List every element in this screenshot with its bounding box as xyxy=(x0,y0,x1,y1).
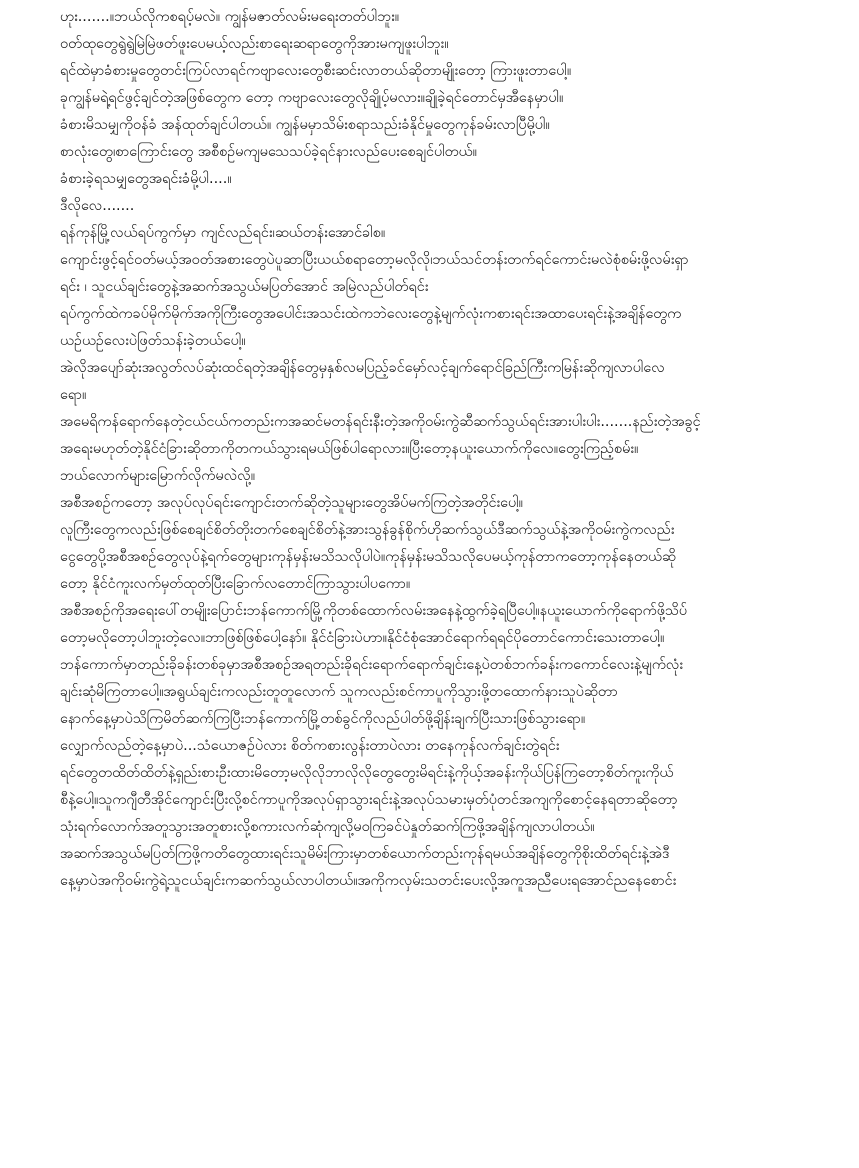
text-line: ငွေတွေပို့အစီအစဉ်တွေလုပ်နဲ့ရက်တွေများကုန်မှန်းမသိသလိုပါပဲ။ကုန်မှန်းမသိသလိုပေမယ့်ကုန်တာကတော့ကုန်နေတယ်ဆို xyxy=(60,549,676,565)
document-page xyxy=(60,4,820,895)
text-line: ဝတ်ထုတွေရွဲရွဲမြဲမြဲဖတ်ဖူးပေမယ့်လည်းစာရေးဆရာတွေကိုအားမကျဖူးပါဘူး။ xyxy=(60,36,449,52)
text-line: ခုကျွန်မရဲ့ရင်ဖွင့်ချင်တဲ့အဖြစ်တွေက တော့ ကဗျာလေးတွေလိုချိုပ့်မလား။ချိုခဲ့ရင်တောင်မှအီနေမှာပါ။ xyxy=(60,90,564,106)
text-line: ရပ်ကွက်ထဲကခပ်မိုက်မိုက်အကိုကြီးတွေအပေါင်းအသင်းထဲကဘဲလေးတွေနဲ့မျက်လုံးကစားရင်းအထာပေးရင်းနဲ့အချိန်တွေက xyxy=(60,306,682,322)
text-line: သုံးရက်လောက်အတူသွားအတူစားလို့စကားလက်ဆုံကျလို့မဝကြခင်ပဲနှုတ်ဆက်ကြဖို့အချိန်ကျလာပါတယ်။ xyxy=(60,819,595,835)
text-line: စီနဲ့ပေါ့။သူကဂျီတီအိုင်ကျောင်းပြီးလို့စင်ကာပူကိုအလုပ်ရှာသွားရင်းနဲ့အလုပ်သမားမှတ်ပုံတင်အကျကိုစောင့်နေရတာဆိုတော့ xyxy=(60,792,678,808)
text-line: အစီအစဉ်ကိုအရေးပေါ်တမျိုးပြောင်းဘန်ကောက်မြို့ကိုတစ်ထောက်လမ်းအနေနဲ့ထွက်ခဲ့ရပြီပေါ့။နယူးယောက်ကိုရောက်ဖို့သိပ် xyxy=(60,603,688,619)
text-line: ခံစားခဲ့ရသမျှတွေအရင်းခံမို့ပါ....။ xyxy=(60,171,232,187)
text-line: လူကြီးတွေကလည်းဖြစ်စေချင်စိတ်တိုးတက်စေချင်စိတ်နဲ့အားသွန်ခွန်စိုက်ဟိုဆက်သွယ်ဒီဆက်သွယ်နဲ့အကိုဝမ်းကွဲကလည်း xyxy=(60,522,675,538)
text-line: ဘယ်လောက်များမြောက်လိုက်မလဲလို့။ xyxy=(60,468,256,484)
text-line: ချင်းဆုံမိကြတာပေါ့။အရွယ်ချင်းကလည်းတူတူလောက် သူကလည်းစင်ကာပူကိုသွားဖို့တထောက်နားသူပဲဆိုတာ xyxy=(60,684,618,700)
text-line: စာလုံးတွေ၊စာကြောင်းတွေ အစီစဉ်မကျမသေသပ်ခဲ့ရင်နားလည်ပေးစေချင်ပါတယ်။ xyxy=(60,144,478,160)
text-line: အမေရိကန်ရောက်နေတဲ့ငယ်ငယ်ကတည်းကအဆင်မတန်ရင်းနီးတဲ့အကိုဝမ်းကွဲဆီဆက်သွယ်ရင်းအားပါးပါး.......နည်းတဲ့အခွင့် xyxy=(60,414,701,430)
text-line: ကျောင်းဖွင့်ရင်ဝတ်မယ့်အဝတ်အစားတွေပဲပူဆာပြီးယယ်စရာတော့မလိုလို၊ဘယ်သင်တန်းတက်ရင်ကောင်းမလဲစုံစမ်းဖို့လမ်းရှာ xyxy=(60,252,689,268)
text-line: အဆက်အသွယ်မပြတ်ကြဖို့ကတိတွေထားရင်းသူမိမ်းကြားမှာတစ်ယောက်တည်းကုန်ရမယ်အချိန်တွေကိုစိုးထိတ်ရင်းနဲ့အဲဒီ xyxy=(60,846,670,862)
text-line: ဒီလိုလေ....... xyxy=(60,198,135,214)
text-line: ရန်ကုန်မြို့လယ်ရပ်ကွက်မှာ ကျင်လည်ရင်း၊ဆယ်တန်းအောင်ခါစ။ xyxy=(60,225,386,241)
text-line: တော့ နိုင်ငံကူးလက်မှတ်ထုတ်ပြီးခြောက်လတောင်ကြာသွားပါပကော။ xyxy=(60,576,411,592)
text-line: ရော။ xyxy=(60,387,87,403)
text-line: လျှောက်လည်တဲ့နေ့မှာပဲ...သံယောဇဉ်ပဲလား စိတ်ကစားလွန်းတာပဲလား တနေကုန်လက်ချင်းတွဲရင်း xyxy=(60,738,560,754)
text-line: အစီအစဉ်ကတော့ အလုပ်လုပ်ရင်းကျောင်းတက်ဆိုတဲ့သူများတွေအိပ်မက်ကြတဲ့အတိုင်းပေါ့။ xyxy=(60,495,523,511)
text-line: နေ့မှာပဲအကိုဝမ်းကွဲရဲ့သူငယ်ချင်းကဆက်သွယ်လာပါတယ်။အကိုကလှမ်းသတင်းပေးလို့အကူအညီပေးရအောင်ညနေစောင်း xyxy=(60,873,677,889)
text-line: တော့မလိုတော့ပါဘူးတဲ့လေ။ဘာဖြစ်ဖြစ်ပေါ့နော်။ နိုင်ငံခြားပဲဟာ။နိုင်ငံစုံအောင်ရောက်ရရင်ပိုတောင်ကောင်းသေးတာပေါ့။ xyxy=(60,630,665,646)
text-line: အရေးမဟုတ်တဲ့နိုင်ငံခြားဆိုတာကိုတကယ်သွားရမယ်ဖြစ်ပါရောလား။ပြီးတော့နယူးယောက်ကိုလေ။တွေးကြည့်စမ်း။ xyxy=(60,441,639,457)
text-line: ရင်တွေတထိတ်ထိတ်နဲ့ရှည်းစားဦးထားမိတော့မလိုလိုဘာလိုလိုတွေတွေးမိရင်းနဲ့ကိုယ့်အခန်းကိုယ်ပြန်ကြတော့စိတ်ကူးကိုယ် xyxy=(60,765,674,781)
text-line: ဘန်ကောက်မှာတည်းခိုခန်းတစ်ခုမှာအစီအစဉ်အရတည်းခိုရင်းရောက်ရောက်ချင်းနေ့ပဲတစ်ဘက်ခန်းကကောင်လေးနဲ့မျက်လုံး xyxy=(60,657,684,673)
text-line: ဟုး.......။ဘယ်လိုကစရပ့်မလဲ။ ကျွန်မဇာတ်လမ်းမရေးတတ်ပါဘူး။ xyxy=(60,9,400,25)
text-line: ရင်ထဲမှာခံစားမှုတွေတင်းကြပ်လာရင်ကဗျာလေးတွေစီးဆင်းလာတယ်ဆိုတာမျိုးတော့ ကြားဖူးတာပေါ့။ xyxy=(60,63,572,79)
text-line: ခံစားမိသမျှကိုဝန်ခံ အန်ထုတ်ချင်ပါတယ်။ ကျွန်မမှာသိမ်းစရာသည်းခံနိုင်မှုတွေကုန်ခမ်းလာပြီမို့ပါ။ xyxy=(60,117,550,133)
text-line: ယဉ်ယဉ်လေးပဲဖြတ်သန်းခဲ့တယ်ပေါ့။ xyxy=(60,333,246,349)
text-line: အဲလိုအပျော်ဆုံးအလွတ်လပ်ဆုံးထင်ရတဲ့အချိန်တွေမှနှစ်လမပြည့်ခင်မှော်လင့်ချက်ရောင်ခြည်ကြီးကမြန်းဆိုကျလာပါလေ xyxy=(60,360,665,376)
text-line: နောက်နေ့မှာပဲသိကြမိတ်ဆက်ကြပြီးဘန်ကောက်မြို့တစ်ခွင်ကိုလည်ပါတ်ဖို့ချိန်းချက်ပြီးသားဖြစ်သွားရော။ xyxy=(60,711,586,727)
text-line: ရင်း ၊ သူငယ်ချင်းတွေနဲ့အဆက်အသွယ်မပြတ်အောင် အမြဲလည်ပါတ်ရင်း xyxy=(60,279,429,295)
